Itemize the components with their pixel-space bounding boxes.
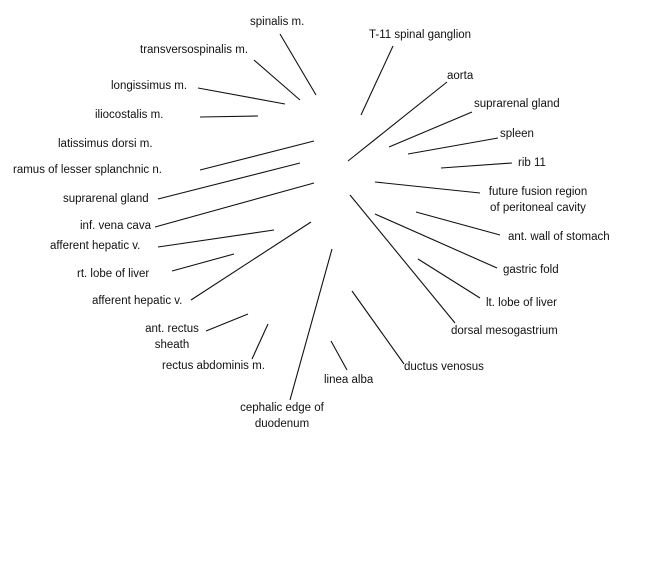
label-afferent-hepatic-1: afferent hepatic v. [50,240,141,252]
label-iliocostalis: iliocostalis m. [95,109,164,121]
label-gastric-fold: gastric fold [503,264,559,276]
label-suprarenal-gland-left: suprarenal gland [63,193,149,205]
leader-line-lt-lobe-liver [418,259,480,298]
label-linea-alba: linea alba [324,374,374,386]
label-dorsal-mesogastrium: dorsal mesogastrium [451,325,558,337]
label-cephalic-edge-line2: duodenum [254,418,310,430]
label-spleen: spleen [500,128,534,140]
label-longissimus: longissimus m. [111,80,188,92]
leader-line-rt-lobe-liver [172,254,234,271]
label-rt-lobe-liver: rt. lobe of liver [77,268,150,280]
leader-line-ramus [200,141,314,170]
label-ant-wall-stomach: ant. wall of stomach [508,231,610,243]
label-fusion-line2: of peritoneal cavity [490,202,586,214]
leader-line-gastric-fold [375,214,497,268]
leader-line-ductus-venosus [352,291,404,364]
leader-line-spleen [408,138,498,154]
label-aorta: aorta [447,70,474,82]
label-ductus-venosus: ductus venosus [404,361,484,373]
label-transversospinalis: transversospinalis m. [140,44,249,56]
leader-line-transversospinalis [254,60,300,100]
leader-line-fusion-region [375,182,480,193]
label-ant-rectus-sheath-line1: ant. rectus [145,323,199,335]
label-spinalis: spinalis m. [250,16,305,28]
label-rib-11: rib 11 [518,157,546,169]
leader-line-linea-alba [331,341,347,370]
label-fusion-line1: future fusion region [488,186,588,198]
leader-line-t11-ganglion [361,46,393,115]
leader-line-longissimus [198,88,285,104]
label-ant-rectus-sheath-line2: sheath [154,339,190,351]
leader-line-suprarenal-right [389,112,472,147]
leader-line-rib-11 [441,163,512,168]
label-cephalic-edge-line1: cephalic edge of [240,402,324,414]
leader-line-afferent-hepatic-1 [158,230,274,247]
label-suprarenal-gland-right: suprarenal gland [474,98,560,110]
label-lt-lobe-liver: lt. lobe of liver [486,297,557,309]
label-latissimus-dorsi: latissimus dorsi m. [58,138,153,150]
label-future-fusion-region [478,184,598,216]
label-cephalic-edge-duodenum [232,400,332,432]
leader-line-spinalis [280,34,316,95]
label-inf-vena-cava: inf. vena cava [80,220,151,232]
label-rectus-abdominis: rectus abdominis m. [162,360,265,372]
leader-line-ant-rectus-sheath [206,314,248,331]
leader-line-iliocostalis [200,116,258,117]
label-ramus-lesser-splanchnic: ramus of lesser splanchnic n. [13,164,162,176]
label-afferent-hepatic-2: afferent hepatic v. [92,295,183,307]
label-ant-rectus-sheath [137,321,207,353]
leader-line-rectus-abdominis [252,324,268,359]
label-t11-spinal-ganglion: T-11 spinal ganglion [369,29,472,41]
leader-line-ivc [155,183,314,227]
leader-line-suprarenal-left [158,163,300,199]
leader-line-dorsal-mesogastrium [350,195,455,323]
